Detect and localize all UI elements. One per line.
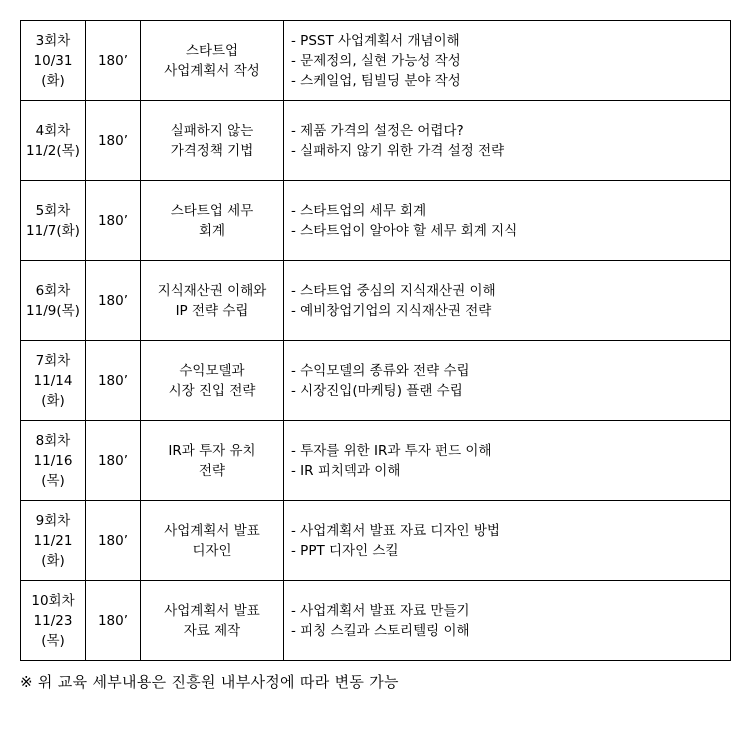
session-cell bbox=[21, 501, 86, 581]
table-row bbox=[21, 261, 731, 341]
session-cell bbox=[21, 21, 86, 101]
topic-text: 사업계획서 발표 bbox=[164, 522, 260, 539]
detail-item: - 제품 가격의 설정은 어렵다? bbox=[291, 121, 730, 141]
session-text: 11/23 bbox=[33, 612, 73, 629]
topic-text: 스타트업 bbox=[185, 42, 239, 59]
table-row bbox=[21, 421, 731, 501]
session-text: 11/16 bbox=[33, 452, 73, 469]
session-cell bbox=[21, 261, 86, 341]
session-text: 10/31 bbox=[33, 52, 73, 69]
topic-text: 사업계획서 작성 bbox=[164, 62, 260, 79]
session-text: (화) bbox=[41, 392, 65, 409]
topic-cell bbox=[141, 421, 284, 501]
session-text: 11/14 bbox=[33, 372, 73, 389]
session-cell bbox=[21, 181, 86, 261]
topic-text: 실패하지 않는 bbox=[170, 122, 254, 139]
session-cell bbox=[21, 581, 86, 661]
duration-cell: 180’ bbox=[86, 341, 141, 421]
topic-text: 가격정책 기법 bbox=[170, 142, 254, 159]
detail-item: - PSST 사업계획서 개념이해 bbox=[291, 31, 730, 51]
table-row bbox=[21, 21, 731, 101]
duration-cell: 180’ bbox=[86, 501, 141, 581]
topic-cell bbox=[141, 181, 284, 261]
detail-cell bbox=[284, 181, 731, 261]
session-text: 6회차 bbox=[35, 282, 71, 299]
topic-text: IP 전략 수립 bbox=[175, 302, 249, 319]
session-text: 10회차 bbox=[31, 592, 75, 609]
detail-item: - 스타트업의 세무 회계 bbox=[291, 201, 730, 221]
topic-cell bbox=[141, 581, 284, 661]
topic-text: 자료 제작 bbox=[183, 622, 241, 639]
schedule-table bbox=[20, 20, 731, 661]
detail-cell bbox=[284, 261, 731, 341]
session-text: 3회차 bbox=[35, 32, 71, 49]
session-text: 11/21 bbox=[33, 532, 73, 549]
detail-cell bbox=[284, 101, 731, 181]
session-text: 9회차 bbox=[35, 512, 71, 529]
duration-cell: 180’ bbox=[86, 181, 141, 261]
detail-item: - 예비창업기업의 지식재산권 전략 bbox=[291, 301, 730, 321]
detail-item: - 문제정의, 실현 가능성 작성 bbox=[291, 51, 730, 71]
session-text: (화) bbox=[41, 72, 65, 89]
detail-item: - IR 피치덱과 이해 bbox=[291, 461, 730, 481]
session-text: 4회차 bbox=[35, 122, 71, 139]
topic-cell bbox=[141, 261, 284, 341]
detail-cell bbox=[284, 21, 731, 101]
session-text: (목) bbox=[41, 632, 65, 649]
detail-item: - PPT 디자인 스킬 bbox=[291, 541, 730, 561]
topic-cell bbox=[141, 101, 284, 181]
footnote: ※ 위 교육 세부내용은 진흥원 내부사정에 따라 변동 가능 bbox=[20, 673, 399, 691]
detail-item: - 스타트업이 알아야 할 세무 회계 지식 bbox=[291, 221, 730, 241]
session-text: 8회차 bbox=[35, 432, 71, 449]
topic-text: 지식재산권 이해와 bbox=[157, 282, 267, 299]
session-text: 11/9(목) bbox=[26, 302, 80, 319]
duration-cell: 180’ bbox=[86, 101, 141, 181]
topic-text: 회계 bbox=[198, 222, 226, 239]
schedule-table-body bbox=[21, 21, 731, 661]
detail-cell bbox=[284, 421, 731, 501]
session-text: (목) bbox=[41, 472, 65, 489]
detail-item: - 사업계획서 발표 자료 만들기 bbox=[291, 601, 730, 621]
table-row bbox=[21, 101, 731, 181]
session-text: 5회차 bbox=[35, 202, 71, 219]
duration-cell: 180’ bbox=[86, 581, 141, 661]
table-row bbox=[21, 341, 731, 421]
detail-cell bbox=[284, 341, 731, 421]
session-text: 11/2(목) bbox=[26, 142, 80, 159]
detail-cell bbox=[284, 581, 731, 661]
session-text: (화) bbox=[41, 552, 65, 569]
detail-item: - 투자를 위한 IR과 투자 펀드 이해 bbox=[291, 441, 730, 461]
duration-cell: 180’ bbox=[86, 421, 141, 501]
topic-text: 수익모델과 bbox=[179, 362, 245, 379]
detail-item: - 피칭 스킬과 스토리텔링 이해 bbox=[291, 621, 730, 641]
detail-item: - 스케일업, 팀빌딩 분야 작성 bbox=[291, 71, 730, 91]
detail-cell bbox=[284, 501, 731, 581]
topic-text: 시장 진입 전략 bbox=[168, 382, 256, 399]
detail-item: - 실패하지 않기 위한 가격 설정 전략 bbox=[291, 141, 730, 161]
session-cell bbox=[21, 421, 86, 501]
table-row bbox=[21, 181, 731, 261]
topic-cell bbox=[141, 21, 284, 101]
topic-text: 전략 bbox=[198, 462, 226, 479]
detail-item: - 사업계획서 발표 자료 디자인 방법 bbox=[291, 521, 730, 541]
session-cell bbox=[21, 101, 86, 181]
topic-text: 스타트업 세무 bbox=[170, 202, 254, 219]
detail-item: - 시장진입(마케팅) 플랜 수립 bbox=[291, 381, 730, 401]
session-text: 7회차 bbox=[35, 352, 71, 369]
duration-cell: 180’ bbox=[86, 21, 141, 101]
detail-item: - 수익모델의 종류와 전략 수립 bbox=[291, 361, 730, 381]
session-text: 11/7(화) bbox=[26, 222, 80, 239]
table-row bbox=[21, 501, 731, 581]
topic-cell bbox=[141, 341, 284, 421]
topic-text: 디자인 bbox=[192, 542, 232, 559]
session-cell bbox=[21, 341, 86, 421]
topic-text: IR과 투자 유치 bbox=[168, 442, 256, 459]
topic-cell bbox=[141, 501, 284, 581]
table-row bbox=[21, 581, 731, 661]
topic-text: 사업계획서 발표 bbox=[164, 602, 260, 619]
duration-cell: 180’ bbox=[86, 261, 141, 341]
detail-item: - 스타트업 중심의 지식재산권 이해 bbox=[291, 281, 730, 301]
